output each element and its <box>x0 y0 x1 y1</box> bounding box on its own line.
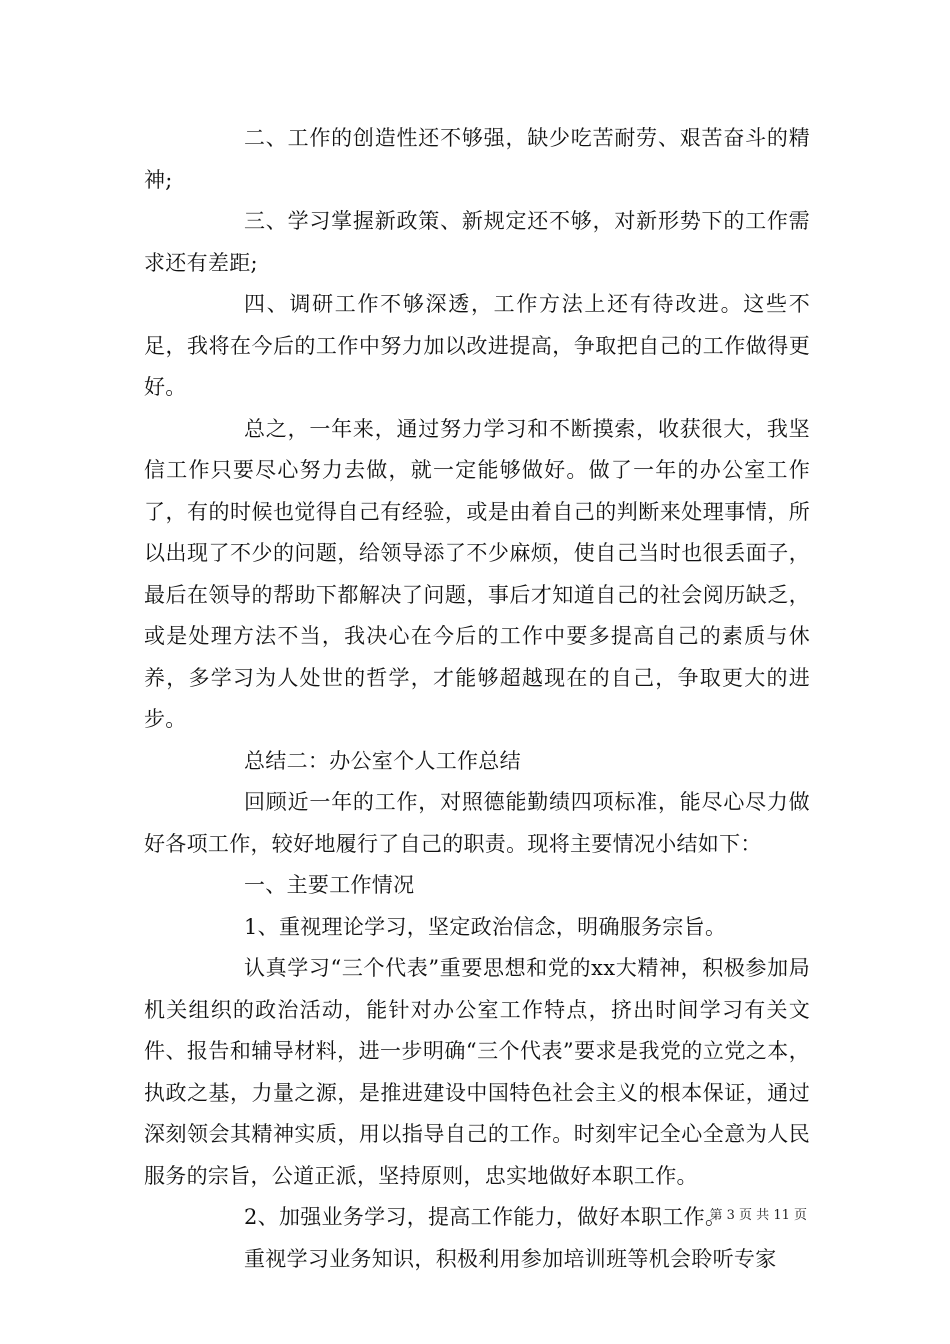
paragraph-conclusion: 总之，一年来，通过努力学习和不断摸索，收获很大，我坚信工作只要尽心努力去做，就一定能够做好。做了一年的办公室工作了，有的时候也觉得自己有经验，或是由着自己的判断来处理事情，所以出现了不少的问题，给领导添了不少麻烦，使自己当时也很丢面子，最后在领导的帮助下都解决了问题，事后才知道自己的社会阅历缺乏，或是处理方法不当，我决心在今后的工作中要多提高自己的素质与休养，多学习为人处世的哲学，才能够超越现在的自己，争取更大的进步。 <box>144 416 810 731</box>
paragraph-review-intro: 回顾近一年的工作，对照德能勤绩四项标准，能尽心尽力做好各项工作，较好地履行了自己的职责。现将主要情况小结如下： <box>144 790 810 856</box>
page-number-footer: 第 3 页 共 11 页 <box>709 1208 807 1223</box>
paragraph-shortcoming-3: 三、学习掌握新政策、新规定还不够，对新形势下的工作需求还有差距; <box>144 209 810 275</box>
paragraph-theory-study: 认真学习“三个代表”重要思想和党的xx大精神，积极参加局机关组织的政治活动，能针对办公室工作特点，挤出时间学习有关文件、报告和辅导材料，进一步明确“三个代表”要求是我党的立党之本，执政之基，力量之源，是推进建设中国特色社会主义的根本保证，通过深刻领会其精神实质，用以指导自己的工作。时刻牢记全心全意为人民服务的宗旨，公道正派，坚持原则，忠实地做好本职工作。 <box>144 956 810 1188</box>
item-heading-business-study: 2、加强业务学习，提高工作能力，做好本职工作。 <box>244 1205 727 1229</box>
section-heading-summary-two: 总结二：办公室个人工作总结 <box>244 748 521 773</box>
document-body <box>144 118 810 1280</box>
subheading-main-work: 一、主要工作情况 <box>244 873 415 897</box>
item-heading-theory-study: 1、重视理论学习，坚定政治信念，明确服务宗旨。 <box>244 914 727 939</box>
paragraph-shortcoming-4: 四、调研工作不够深透，工作方法上还有待改进。这些不足，我将在今后的工作中努力加以改进提高，争取把自己的工作做得更好。 <box>144 292 810 399</box>
paragraph-shortcoming-2: 二、工作的创造性还不够强，缺少吃苦耐劳、艰苦奋斗的精神; <box>144 126 810 192</box>
paragraph-business-study: 重视学习业务知识，积极利用参加培训班等机会聆听专家 <box>244 1246 777 1271</box>
